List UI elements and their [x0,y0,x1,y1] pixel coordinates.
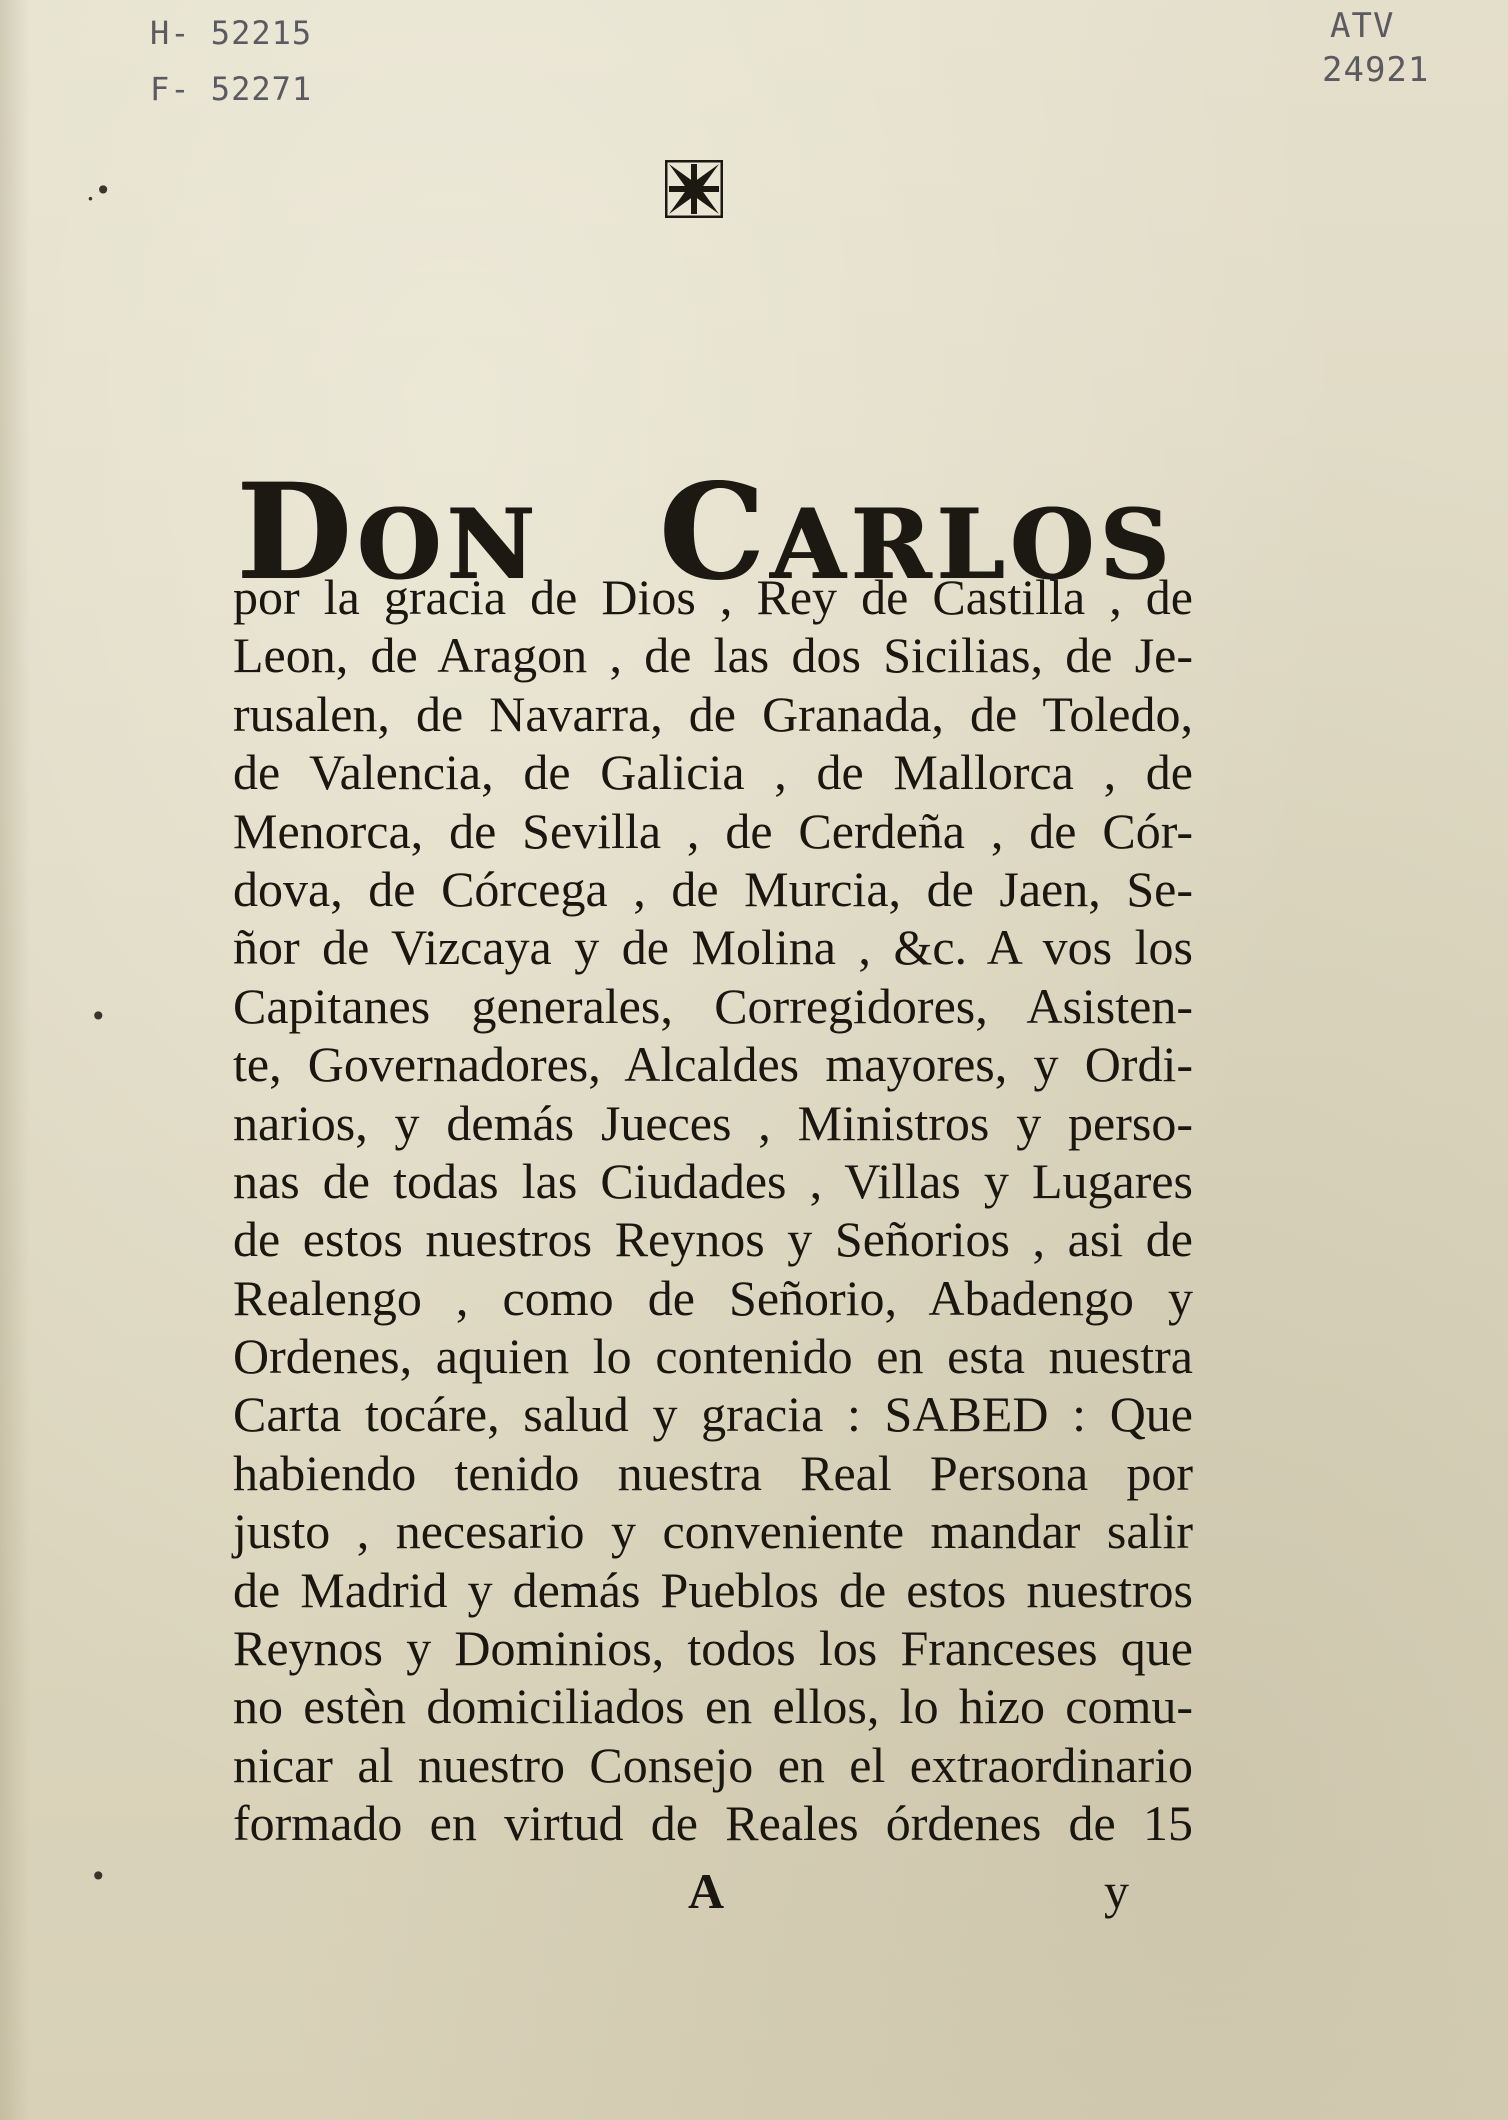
body-line: justo , necesario y conveniente mandar salir [233,1503,1193,1560]
page-edge-shadow [0,0,30,2120]
body-line: nas de todas las Ciudades , Villas y Lugares [233,1152,1193,1209]
manuscript-note-right-bottom: 24921 [1322,50,1430,90]
heading-initial-d: D [236,455,357,610]
body-line: por la gracia de Dios , Rey de Castilla , de [233,569,1193,625]
body-line: Carta tocáre, salud y gracia : SABED : Que [233,1386,1193,1443]
heading-carlos-rest: ARLOS [769,488,1175,601]
body-line: Reynos y Dominios, todos los Franceses que [233,1620,1193,1677]
manuscript-note-left-bottom: F- 52271 [150,70,313,108]
body-line: de estos nuestros Reynos y Señorios , asi de [233,1211,1193,1268]
body-line: rusalen, de Navarra, de Granada, de Toledo, [233,685,1193,742]
body-line: nicar al nuestro Consejo en el extraordinario [233,1736,1193,1793]
signature-mark: A [688,1863,725,1919]
body-line: formado en virtud de Reales órdenes de 15 [233,1795,1193,1852]
body-line: ñor de Vizcaya y de Molina , &c. A vos los [233,919,1193,976]
margin-mark: .• [86,174,112,207]
body-line: Capitanes generales, Corregidores, Asisten- [233,977,1193,1034]
body-line: Ordenes, aquien lo contenido en esta nuestra [233,1328,1193,1385]
manuscript-note-left-top: H- 52215 [150,14,313,52]
body-line: Leon, de Aragon , de las dos Sicilias, de Je- [233,627,1193,684]
manuscript-note-right-top: ATV [1330,6,1395,46]
body-line: Realengo , como de Señorio, Abadengo y [233,1269,1193,1326]
margin-mark: • [90,1000,107,1033]
body-line: de Madrid y demás Pueblos de estos nuestros [233,1561,1193,1618]
body-line: no estèn domiciliados en ellos, lo hizo comu- [233,1678,1193,1735]
margin-mark: • [90,1860,107,1893]
document-body [233,568,1193,1853]
body-line: narios, y demás Jueces , Ministros y perso- [233,1094,1193,1151]
body-line: dova, de Córcega , de Murcia, de Jaen, Se- [233,860,1193,917]
body-line: habiendo tenido nuestra Real Persona por [233,1444,1193,1501]
body-line: te, Governadores, Alcaldes mayores, y Ordi- [233,1036,1193,1093]
body-line: de Valencia, de Galicia , de Mallorca , de [233,744,1193,801]
catchword: y [1104,1863,1129,1919]
body-line: Menorca, de Sevilla , de Cerdeña , de Cór- [233,802,1193,859]
cross-ornament-icon [665,160,723,218]
heading-don-rest: ON [356,488,540,601]
heading-initial-c: C [658,455,770,610]
